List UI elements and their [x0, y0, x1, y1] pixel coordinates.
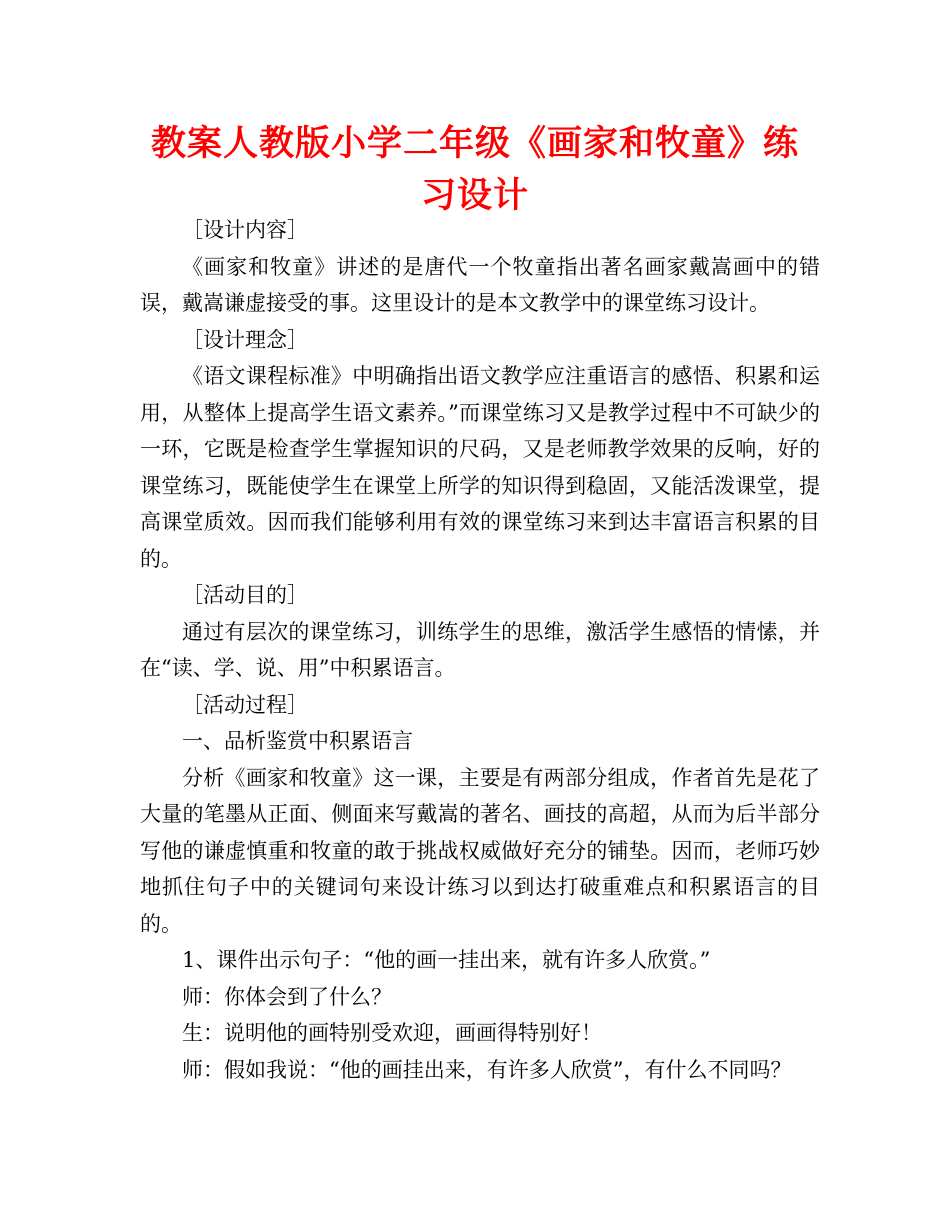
subsection-heading: 一、品析鉴赏中积累语言 [182, 729, 413, 753]
dialogue-line: 师：假如我说：“他的画挂出来，有许多人欣赏”，有什么不同吗？ [182, 1057, 792, 1082]
section-heading-design-concept: ［设计理念］ [182, 327, 308, 352]
paragraph: 《画家和牧童》讲述的是唐代一个牧童指出著名画家戴嵩画中的错误，戴嵩谦虚接受的事。这里设计的是本文教学中的课堂练习设计。 [140, 254, 820, 315]
section-heading-design-content: ［设计内容］ [182, 218, 308, 242]
dialogue-line: 师：你体会到了什么？ [182, 984, 392, 1009]
section-heading-activity-process: ［活动过程］ [182, 692, 308, 717]
document-title: 教案人教版小学二年级《画家和牧童》练习设计 [150, 124, 799, 216]
paragraph: 1、课件出示句子：“他的画一挂出来，就有许多人欣赏。” [182, 948, 711, 972]
section-heading-activity-goal: ［活动目的］ [182, 583, 308, 607]
paragraph: 《语文课程标准》中明确指出语文教学应注重语言的感悟、积累和运用，从整体上提高学生语文素养。”而课堂练习又是教学过程中不可缺少的一环，它既是检查学生掌握知识的尺码，又是老师教学效果的反响，好的课堂练习，既能使学生在课堂上所学的知识得到稳固，又能活泼课堂，提高课堂质效。因而我们能够利用有效的课堂练习来到达丰富语言积累的目的。 [140, 364, 820, 571]
paragraph: 分析《画家和牧童》这一课，主要是有两部分组成，作者首先是花了大量的笔墨从正面、侧面来写戴嵩的著名、画技的高超，从而为后半部分写他的谦虚慎重和牧童的敢于挑战权威做好充分的铺垫。因而，老师巧妙地抓住句子中的关键词句来设计练习以到达打破重难点和积累语言的目的。 [140, 765, 820, 936]
dialogue-line: 生：说明他的画特别受欢迎，画画得特别好！ [182, 1021, 602, 1045]
document-body [140, 212, 820, 1088]
paragraph: 通过有层次的课堂练习，训练学生的思维，激活学生感悟的情愫，并在“读、学、说、用”中积累语言。 [140, 619, 820, 680]
